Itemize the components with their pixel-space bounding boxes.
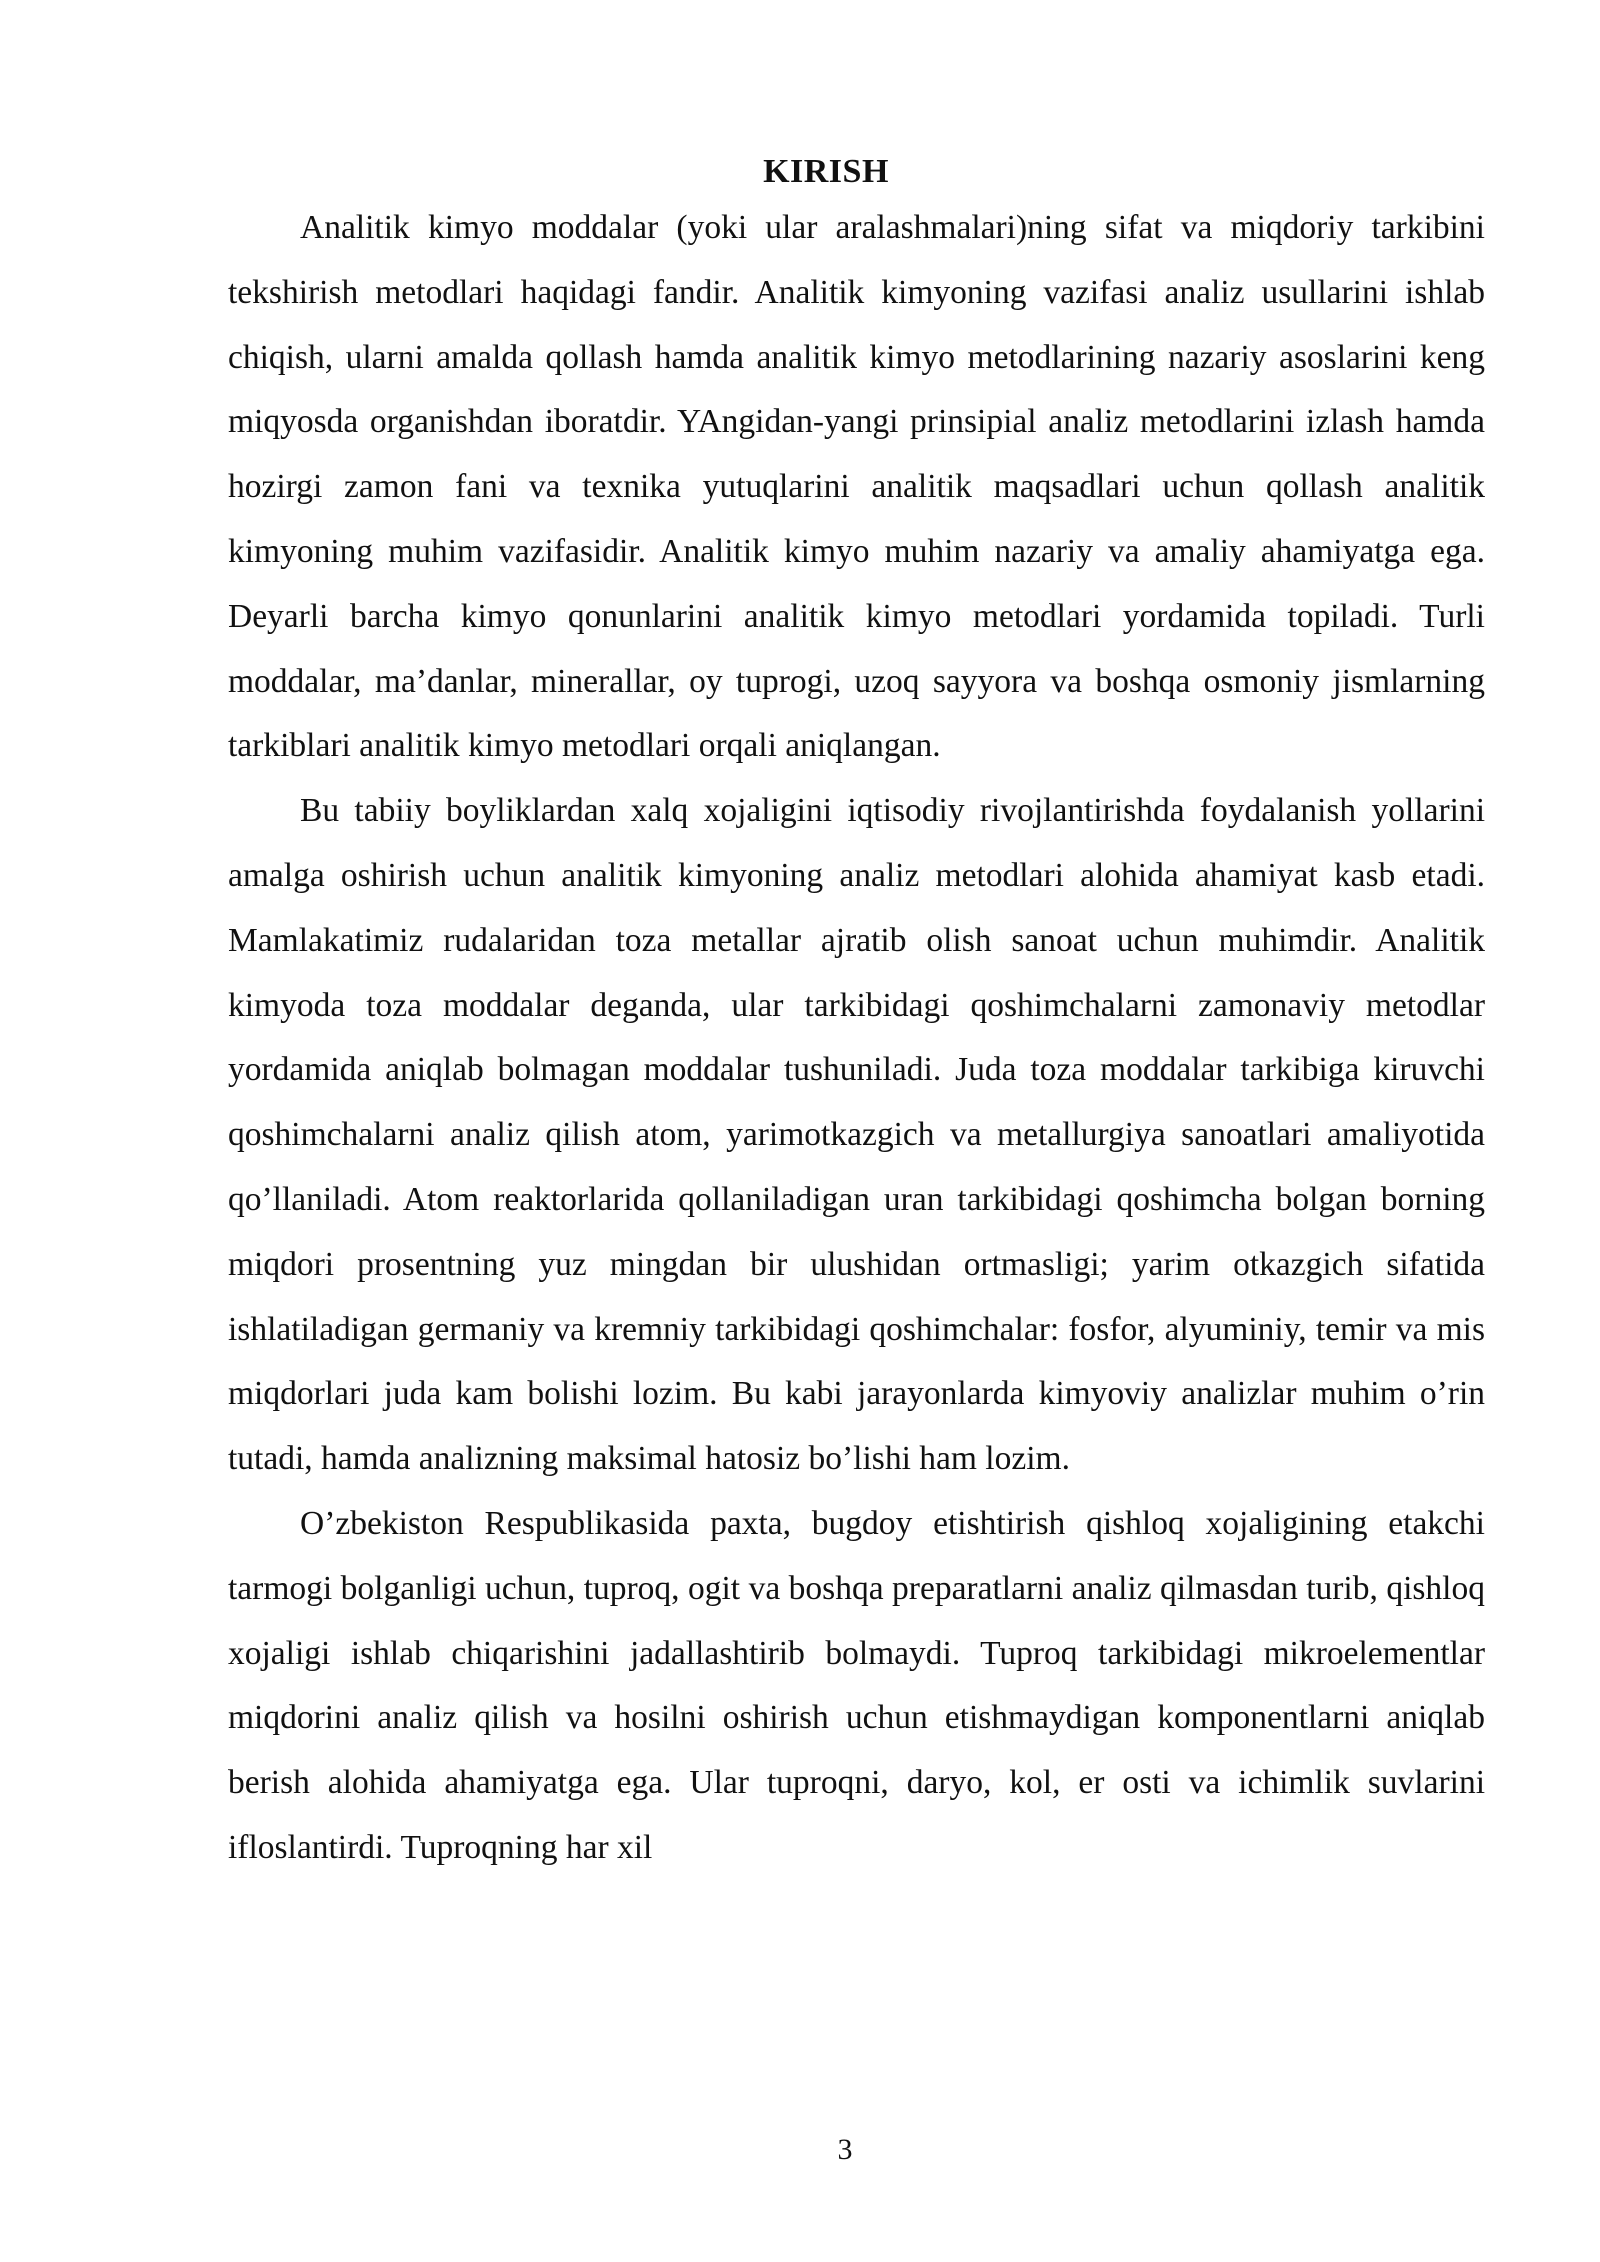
- paragraph-agriculture: O’zbekiston Respublikasida paxta, bugdoy etishtirish qishloq xojaligining etakchi tarmogi bolganligi uchun, tuproq, ogit va boshqa preparatlarni analiz qilmasdan turib, qishloq xojaligi ishlab chiqarishini jadallashtirib bolmaydi. Tuproq tarkibidagi mikroelementlar miqdorini analiz qilish va hosilni oshirish uchun etishmaydigan komponentlarni aniqlab berish alohida ahamiyatga ega. Ular tuproqni, daryo, kol, er osti va ichimlik suvlarini ifloslantirdi. Tuproqning har xil: [228, 1504, 1485, 1866]
- paragraph-natural-resources: Bu tabiiy boyliklardan xalq xojaligini iqtisodiy rivojlantirishda foydalanish yollarini amalga oshirish uchun analitik kimyoning analiz metodlari alohida ahamiyat kasb etadi. Mamlakatimiz rudalaridan toza metallar ajratib olish sanoat uchun muhimdir. Analitik kimyoda toza moddalar deganda, ular tarkibidagi qoshimchalarni zamonaviy metodlar yordamida aniqlab bolmagan moddalar tushuniladi. Juda toza moddalar tarkibiga kiruvchi qoshimchalarni analiz qilish atom, yarimotkazgich va metallurgiya sanoatlari amaliyotida qo’llaniladi. Atom reaktorlarida qollaniladigan uran tarkibidagi qoshimcha bolgan borning miqdori prosentning yuz mingdan bir ulushidan ortmasligi; yarim otkazgich sifatida ishlatiladigan germaniy va kremniy tarkibidagi qoshimchalar: fosfor, alyuminiy, temir va mis miqdorlari juda kam bolishi lozim. Bu kabi jarayonlarda kimyoviy analizlar muhim o’rin tutadi, hamda analizning maksimal hatosiz bo’lishi ham lozim.: [228, 792, 1485, 1478]
- paragraph-intro: Analitik kimyo moddalar (yoki ular aralashmalari)ning sifat va miqdoriy tarkibini tekshirish metodlari haqidagi fandir. Analitik kimyoning vazifasi analiz usullarini ishlab chiqish, ularni amalda qollash hamda analitik kimyo metodlarining nazariy asoslarini keng miqyosda organishdan iboratdir. YAngidan-yangi prinsipial analiz metodlarini izlash hamda hozirgi zamon fani va texnika yutuqlarini analitik maqsadlari uchun qollash analitik kimyoning muhim vazifasidir. Analitik kimyo muhim nazariy va amaliy ahamiyatga ega. Deyarli barcha kimyo qonunlarini analitik kimyo metodlari yordamida topiladi. Turli moddalar, ma’danlar, minerallar, oy tuprogi, uzoq sayyora va boshqa osmoniy jismlarning tarkiblari analitik kimyo metodlari orqali aniqlangan.: [228, 209, 1485, 765]
- page-number: 3: [837, 2133, 853, 2166]
- body-text: [228, 196, 1485, 1881]
- page-title: KIRISH: [763, 153, 889, 190]
